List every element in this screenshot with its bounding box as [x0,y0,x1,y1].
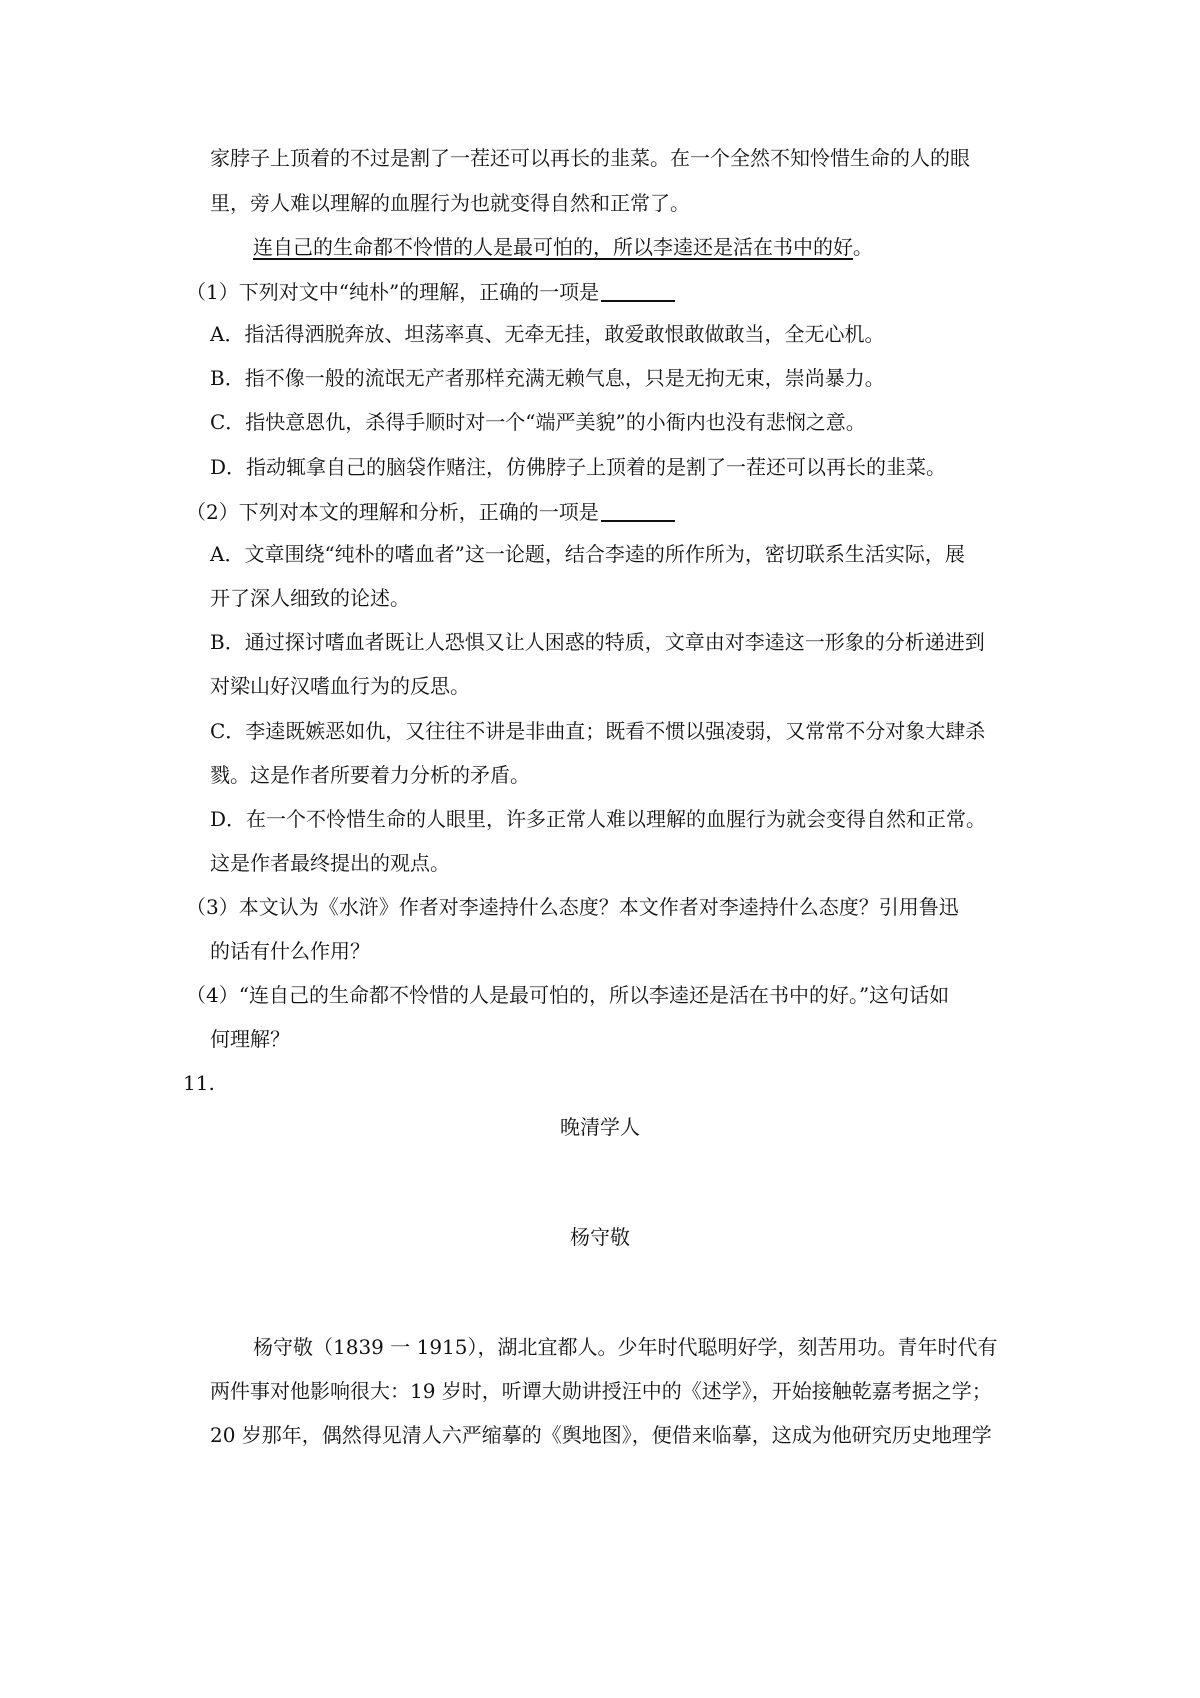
q1-option-c: C．指快意恩仇，杀得手顺时对一个“端严美貌”的小衙内也没有悲悯之意。 [210,410,866,434]
q2-option-d: D．在一个不怜惜生命的人眼里，许多正常人难以理解的血腥行为就会变得自然和正常。 [210,807,987,831]
passage-line: 家脖子上顶着的不过是割了一茬还可以再长的韭菜。在一个全然不知怜惜生命的人的眼 [210,146,970,170]
answer-blank[interactable] [601,280,675,302]
passage-paragraph-line: 杨守敬（1839 一 1915），湖北宜都人。少年时代聪明好学，刻苦用功。青年时代有 [253,1335,998,1359]
passage-line: 里，旁人难以理解的血腥行为也就变得自然和正常了。 [210,191,690,215]
answer-blank[interactable] [601,500,675,522]
question-number: 11. [183,1071,215,1095]
question-4-cont: 何理解？ [210,1027,290,1051]
question-1-stem: （1）下列对文中“纯朴”的理解，正确的一项是 [186,280,675,302]
passage-paragraph-line: 两件事对他影响很大：19 岁时，听谭大勋讲授汪中的《述学》，开始接触乾嘉考据之学； [210,1379,992,1403]
underlined-conclusion: 连自己的生命都不怜惜的人是最可怕的，所以李逵还是活在书中的好 [253,235,853,259]
q2-option-a-cont: 开了深人细致的论述。 [210,586,410,610]
q2-option-b-cont: 对梁山好汉嗜血行为的反思。 [210,674,470,698]
q1-option-a: A．指活得洒脱奔放、坦荡率真、无牵无挂，敢爱敢恨敢做敢当，全无心机。 [210,322,885,346]
passage-author: 杨守敬 [570,1225,630,1249]
q2-option-d-cont: 这是作者最终提出的观点。 [210,851,450,875]
question-4: （4）“连自己的生命都不怜惜的人是最可怕的，所以李逵还是活在书中的好。”这句话如 [186,983,950,1007]
q2-option-c-cont: 戮。这是作者所要着力分析的矛盾。 [210,763,530,787]
q1-option-b: B．指不像一般的流氓无产者那样充满无赖气息，只是无拘无束，崇尚暴力。 [210,366,885,390]
question-3-cont: 的话有什么作用？ [210,939,370,963]
question-2-stem: （2）下列对本文的理解和分析，正确的一项是 [186,500,675,522]
passage-paragraph-line: 20 岁那年，偶然得见清人六严缩摹的《舆地图》，便借来临摹，这成为他研究历史地理学 [210,1423,992,1447]
q1-option-d: D．指动辄拿自己的脑袋作赌注，仿佛脖子上顶着的是割了一茬还可以再长的韭菜。 [210,455,947,479]
passage-title: 晚清学人 [560,1115,640,1139]
q2-option-a: A．文章围绕“纯朴的嗜血者”这一论题，结合李逵的所作所为，密切联系生活实际，展 [210,542,965,566]
conclusion-sentence: 连自己的生命都不怜惜的人是最可怕的，所以李逵还是活在书中的好。 [253,235,873,259]
question-3: （3）本文认为《水浒》作者对李逵持什么态度？本文作者对李逵持什么态度？引用鲁迅 [186,895,959,919]
q2-option-b: B．通过探讨嗜血者既让人恐惧又让人困惑的特质，文章由对李逵这一形象的分析递进到 [210,630,985,654]
q2-option-c: C．李逵既嫉恶如仇，又往往不讲是非曲直；既看不惯以强凌弱，又常常不分对象大肆杀 [210,719,986,743]
